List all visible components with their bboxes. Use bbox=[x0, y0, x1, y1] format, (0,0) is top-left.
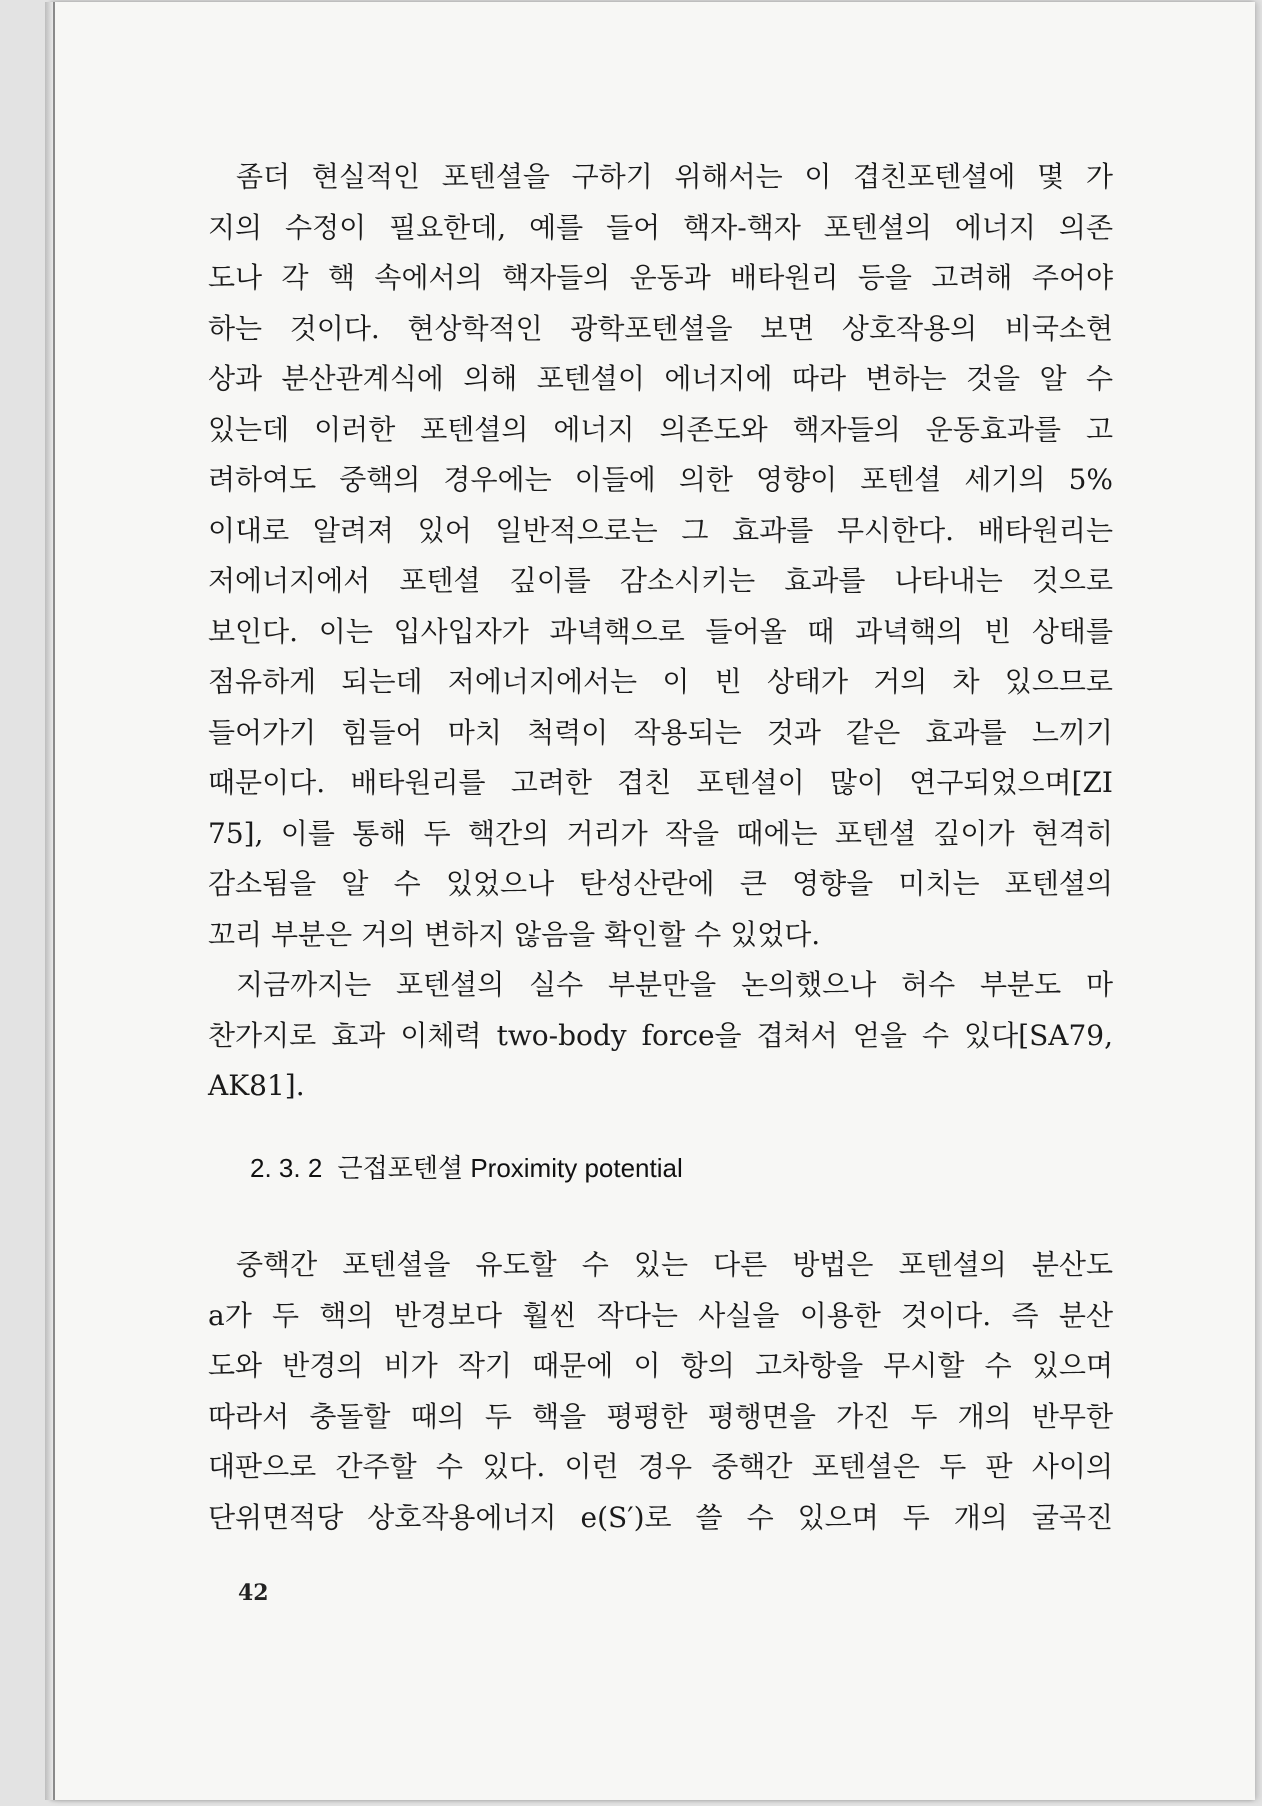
text-line: 지금까지는 포텐셜의 실수 부분만을 논의했으나 허수 부분도 마 bbox=[236, 968, 1113, 1001]
text-line: 상과 분산관계식에 의해 포텐셜이 에너지에 따라 변하는 것을 알 수 bbox=[208, 362, 1113, 395]
text-line: 때문이다. 배타원리를 고려한 겹친 포텐셜이 많이 연구되었으며[ZI bbox=[208, 766, 1113, 799]
text-line: 보인다. 이는 입사입자가 과녁핵으로 들어올 때 과녁핵의 빈 상태를 bbox=[208, 614, 1113, 648]
text-line: 감소됨을 알 수 있었으나 탄성산란에 큰 영향을 미치는 포텐셜의 bbox=[208, 867, 1113, 900]
text-line: 75], 이를 통해 두 핵간의 거리가 작을 때에는 포텐셜 깊이가 현격히 bbox=[208, 816, 1113, 850]
text-line: a가 두 핵의 반경보다 훨씬 작다는 사실을 이용한 것이다. 즉 분산 bbox=[208, 1298, 1113, 1332]
text-line: AK81]. bbox=[208, 1069, 305, 1102]
text-line: 지의 수정이 필요한데, 예를 들어 핵자-핵자 포텐셜의 에너지 의존 bbox=[208, 210, 1113, 244]
text-line: 있는데 이러한 포텐셜의 에너지 의존도와 핵자들의 운동효과를 고 bbox=[208, 412, 1113, 446]
page-number: 42 bbox=[238, 1580, 269, 1606]
text-line: 들어가기 힘들어 마치 척력이 작용되는 것과 같은 효과를 느끼기 bbox=[208, 715, 1113, 749]
text-line: 려하여도 중핵의 경우에는 이들에 의한 영향이 포텐셜 세기의 5% bbox=[208, 463, 1113, 496]
text-line: 찬가지로 효과 이체력 two-body force을 겹쳐서 얻을 수 있다[SA79, bbox=[208, 1018, 1113, 1052]
text-line: 도나 각 핵 속에서의 핵자들의 운동과 배타원리 등을 고려해 주어야 bbox=[208, 261, 1113, 294]
body-text-bottom bbox=[208, 1240, 1113, 1543]
text-line: 저에너지에서 포텐셜 깊이를 감소시키는 효과를 나타내는 것으로 bbox=[208, 564, 1113, 597]
text-line: 이내로 알려져 있어 일반적으로는 그 효과를 무시한다. 배타원리는 bbox=[208, 513, 1113, 547]
section-number: 2. 3. 2 bbox=[250, 1153, 323, 1183]
text-line: 중핵간 포텐셜을 유도할 수 있는 다른 방법은 포텐셜의 분산도 bbox=[236, 1248, 1113, 1281]
text-line: 따라서 충돌할 때의 두 핵을 평평한 평행면을 가진 두 개의 반무한 bbox=[208, 1399, 1113, 1433]
section-title: 근접포텐셜 Proximity potential bbox=[337, 1153, 683, 1183]
text-line: 도와 반경의 비가 작기 때문에 이 항의 고차항을 무시할 수 있으며 bbox=[208, 1349, 1113, 1382]
body-text-top bbox=[208, 152, 1113, 1112]
text-line: 단위면적당 상호작용에너지 e(S′)로 쓸 수 있으며 두 개의 굴곡진 bbox=[208, 1500, 1113, 1534]
text-line: 점유하게 되는데 저에너지에서는 이 빈 상태가 거의 차 있으므로 bbox=[208, 665, 1113, 698]
text-line: 좀더 현실적인 포텐셜을 구하기 위해서는 이 겹친포텐셜에 몇 가 bbox=[236, 160, 1113, 193]
text-line: 꼬리 부분은 거의 변하지 않음을 확인할 수 있었다. bbox=[208, 917, 821, 951]
text-line: 대판으로 간주할 수 있다. 이런 경우 중핵간 포텐셜은 두 판 사이의 bbox=[208, 1450, 1113, 1483]
text-line: 하는 것이다. 현상학적인 광학포텐셜을 보면 상호작용의 비국소현 bbox=[208, 311, 1113, 345]
section-heading bbox=[250, 1148, 691, 1185]
